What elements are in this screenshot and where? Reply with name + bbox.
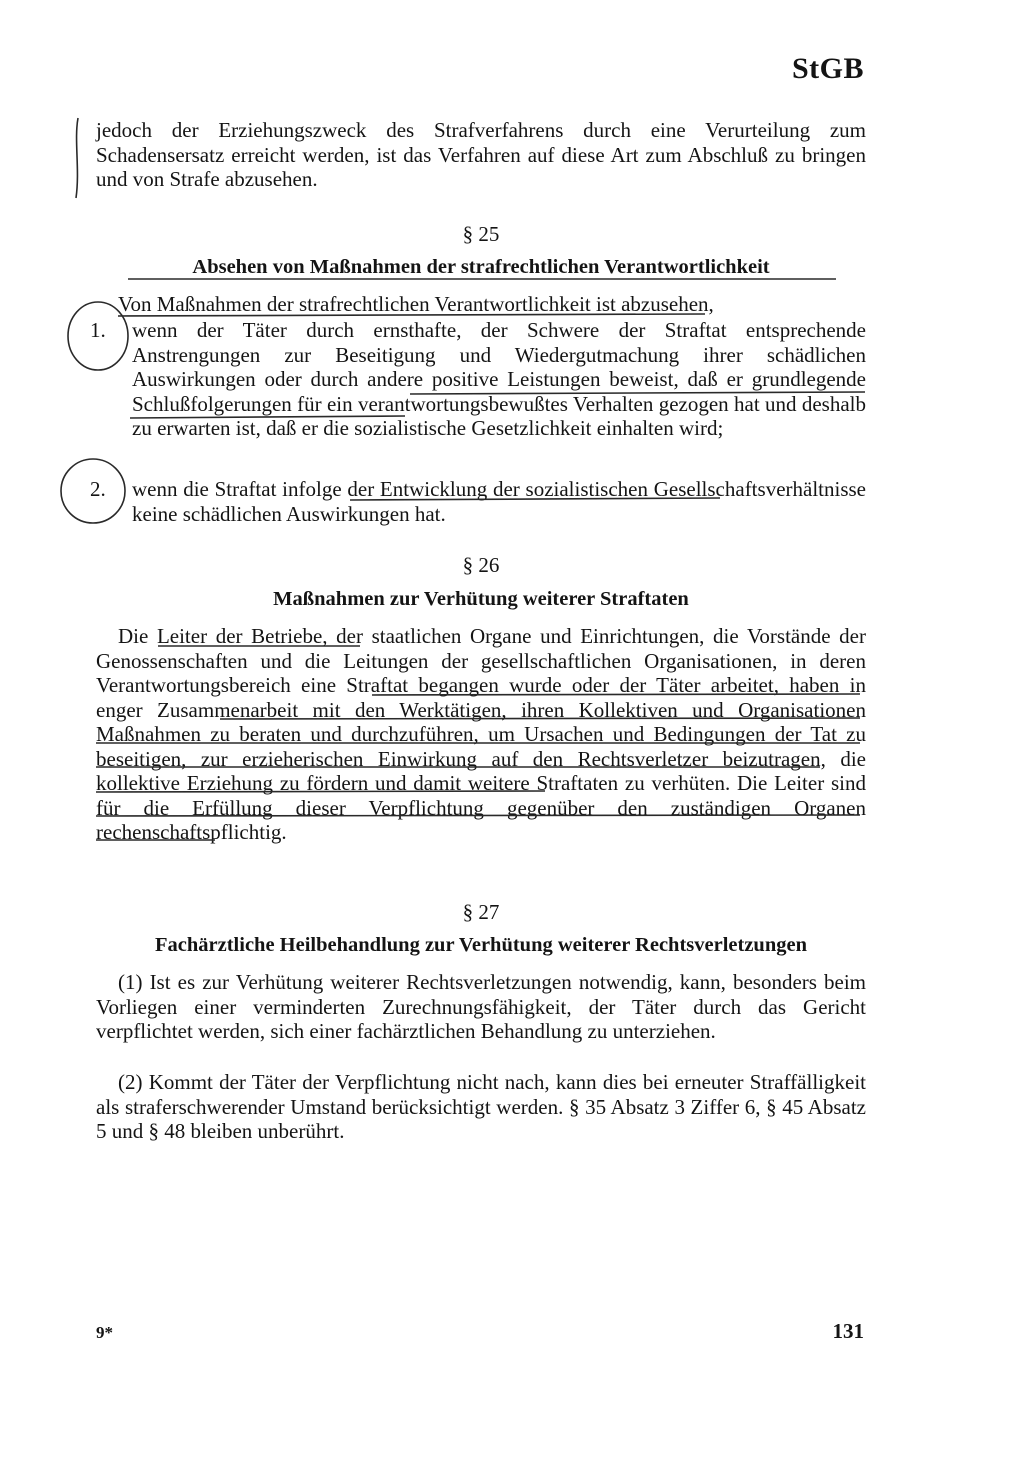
section-27-text-2: (2) Kommt der Täter der Verpflichtung nicht nach, kann dies bei erneuter Straffälligkeit als straferschwerender Umstand berücksichtigt werden. § 35 Absatz 3 Ziffer 6, § 45 Absatz 5 und § 48 bleiben unberührt. [96, 1070, 866, 1143]
section-25-title: Absehen von Maßnahmen der strafrechtlichen Verantwortlichkeit [192, 256, 770, 278]
section-26-number: § 26 [462, 553, 500, 577]
section-27-text-1: (1) Ist es zur Verhütung weiterer Rechtsverletzungen notwendig, kann, besonders beim Vorliegen einer verminderten Zurechnungsfähigkeit, der Täter durch das Gericht verpflichtet werden, sich einer fachärztlichen Behandlung zu unterziehen. [96, 970, 866, 1043]
footer-signature: 9* [96, 1323, 113, 1342]
item-text: wenn der Täter durch ernsthafte, der Schwere der Straftat entsprechende Anstrengungen zur Beseitigung und Wiedergutmachung ihrer schädlichen Auswirkungen oder durch andere positive Leistungen beweist, daß er grundlegende Schlußfolgerungen für ein verantwortungsbewußtes Verhalten gezogen hat und deshalb zu erwarten ist, daß er die sozialistische Gesetzlichkeit einhalten wird; [132, 318, 866, 440]
section-27-paragraph-1 [96, 970, 866, 1044]
section-27-paragraph-2 [96, 1070, 866, 1144]
section-25-item-2 [90, 477, 866, 526]
footer-page-number: 131 [832, 1319, 864, 1343]
section-25-number: § 25 [462, 222, 500, 246]
item-number: 2. [90, 477, 106, 501]
section-25-lead: Von Maßnahmen der strafrechtlichen Verantwortlichkeit ist abzusehen, [118, 292, 714, 316]
section-26-text: Die Leiter der Betriebe, der staatlichen Organe und Einrichtungen, die Vorstände der Genossenschaften und die Leitungen der gesellschaftlichen Organisationen, in deren Verantwortungsbereich eine Straftat begangen wurde oder der Täter arbeitet, haben in enger Zusammenarbeit mit den Werktätigen, ihren Kollektiven und Organisationen Maßnahmen zu beraten und durchzuführen, um Ursachen und Bedingungen der Tat zu beseitigen, zur erzieherischen Einwirkung auf den Rechtsverletzer beizutragen, die kollektive Erziehung zu fördern und damit weitere Straftaten zu verhüten. Die Leiter sind für die Erfüllung dieser Verpflichtung gegenüber den zuständigen Organen rechenschaftspflichtig. [96, 624, 866, 844]
item-number: 1. [90, 318, 106, 342]
section-26-paragraph [96, 624, 866, 845]
margin-bracket-mark [76, 118, 78, 198]
item-text: wenn die Straftat infolge der Entwicklung der sozialistischen Gesellschaftsverhältnisse keine schädlichen Auswirkungen hat. [132, 477, 866, 526]
section-26-title: Maßnahmen zur Verhütung weiterer Straftaten [273, 588, 689, 610]
page-header-code: StGB [791, 52, 864, 85]
section-27-number: § 27 [462, 900, 500, 924]
section-27-title: Fachärztliche Heilbehandlung zur Verhütung weiterer Rechtsverletzungen [155, 934, 807, 956]
intro-paragraph: jedoch der Erziehungszweck des Strafverfahrens durch eine Verurteilung zum Schadensersatz erreicht werden, ist das Verfahren auf diese Art zum Abschluß zu bringen und von Strafe abzusehen. [96, 118, 866, 191]
section-25-item-1 [90, 318, 866, 441]
